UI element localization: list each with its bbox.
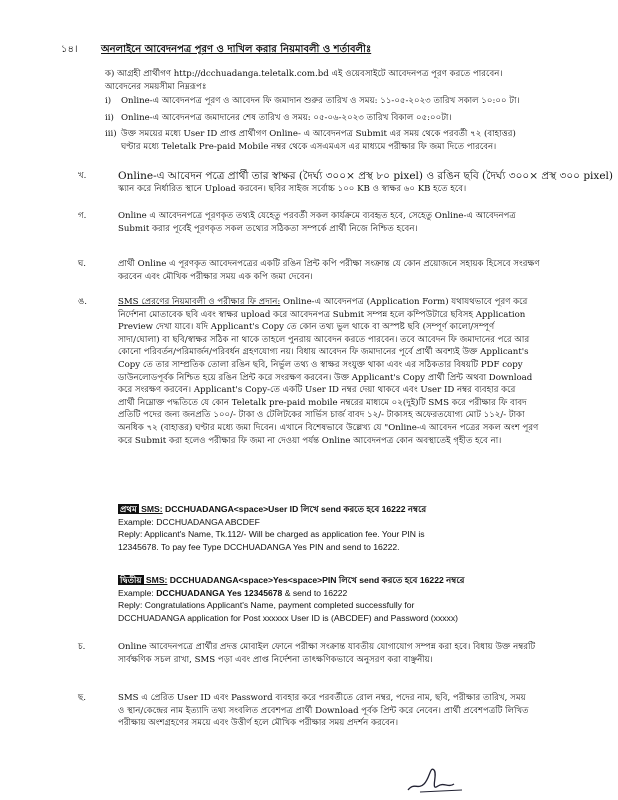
- clause-uma-line-3: Preview দেখা যাবে। যদি Applicant's Copy তে কোন তথ্য ভুল থাকে বা অস্পষ্ট ছবি (সম্পূর্ণ কালো/সম্পূর্ণ: [118, 322, 495, 333]
- sms-second-example-prefix: Example:: [118, 587, 154, 598]
- clause-cha-line-2: সার্বক্ষণিক সচল রাখা, SMS পড়া এবং প্রাপ্ত নির্দেশনা তাৎক্ষণিকভাবে অনুসরণ করা বাঞ্ছনীয়।: [118, 654, 433, 665]
- clause-uma-line-4: সাদা/ঘোলা) বা ছবি/স্বাক্ষর সঠিক না থাকে তাহলে পুনরায় আবেদন করতে পারবেন। তবে আবেদন ফি জমাদানের পরে আর: [118, 334, 530, 345]
- sms-second-example-command: DCCHUADANGA Yes 12345678: [156, 587, 283, 598]
- clause-label: ঘ.: [78, 259, 87, 269]
- clause-uma-line-2: নির্দেশনা মোতাবেক ছবি এবং স্বাক্ষর upload করে আবেদনপত্র Submit সম্পন্ন হলে কম্পিউটারে ছবিসহ Application: [118, 309, 526, 320]
- clause-uma-line-12: করে Submit করা হলেও পরীক্ষার ফি জমা না দেওয়া পর্যন্ত Online আবেদনপত্র কোন অবস্থাতেই গৃহীত হবে না।: [118, 435, 502, 446]
- clause-kha-line-1: Online-এ আবেদন পত্রে প্রার্থী তার স্বাক্ষর (দৈর্ঘ্য ৩০০× প্রস্থ ৮০ pixel) ও রঙিন ছবি (দৈর্ঘ্য ৩০০× প্রস্থ ৩০০ pixel): [118, 170, 613, 182]
- clause-chha-line-3: পরীক্ষায় অংশগ্রহণের সময়ে এবং উত্তীর্ণ হলে মৌখিক পরীক্ষার সময় প্রদর্শন করবেন।: [118, 718, 399, 729]
- sms-first-label-word: প্রথম: [120, 504, 137, 514]
- sms-second-block: [118, 574, 583, 624]
- clause-ka-item-3: [105, 128, 585, 153]
- clause-chha-line-2: ও স্থান/কেন্দ্রের নাম ইত্যাদি তথ্য সংবলিত প্রবেশপত্র প্রার্থী Download পূর্বক প্রিন্ট করে নেবেন। প্রার্থী প্রবেশপত্রটি লিখিত: [118, 705, 529, 716]
- clause-ga-line-1: Online এ আবেদনপত্রে পূরণকৃত তথ্যই যেহেতু পরবর্তী সকল কার্যক্রমে ব্যবহৃত হবে, সেহেতু Online-এ আবেদনপত্র: [118, 211, 516, 221]
- clause-ka-line-1: ক) আগ্রহী প্রার্থীগণ http://dcchuadanga.teletalk.com.bd এই ওয়েবসাইটে আবেদনপত্র পূরণ করতে পারবেন।: [105, 69, 503, 79]
- clause-ka-item-2: [105, 112, 585, 125]
- clause-cha-line-1: Online আবেদনপত্রে প্রার্থীর প্রদত্ত মোবাইল ফোনে পরীক্ষা সংক্রান্ত যাবতীয় যোগাযোগ সম্পন্ন করা হবে। বিধায় উক্ত নম্বরটি: [118, 642, 536, 652]
- sms-second-reply-1: Reply: Congratulations Applicant's Name, payment completed successfully for: [118, 600, 415, 611]
- clause-label: খ.: [78, 171, 87, 181]
- clause-uma-line-6: Copy তে তার সাম্প্রতিক তোলা রঙিন ছবি, নির্ভুল তথ্য ও স্বাক্ষর সংযুক্ত থাকা এবং এর সঠিকতার বিষয়টি PDF copy: [118, 359, 523, 370]
- clause-uma: [78, 296, 583, 447]
- clause-label: গ.: [78, 211, 87, 221]
- sms-first-reply-1: Reply: Applicant's Name, Tk.112/- Will be charged as application fee. Your PIN is: [118, 529, 425, 540]
- clause-label: চ.: [78, 642, 86, 652]
- clause-uma-line-9: প্রার্থী নিম্নোক্ত পদ্ধতিতে যে কোন Teletalk pre-paid mobile নম্বরের মাধ্যমে ০২(দুই)টি SMS করে পরীক্ষার ফি বাবদ: [118, 397, 527, 408]
- sms-second-example-suffix: & send to 16222: [282, 587, 348, 598]
- sms-second-command: DCCHUADANGA<space>Yes<space>PIN লিখে send করতে হবে 16222 নম্বরে: [167, 575, 465, 585]
- clause-uma-line-7: ডাউনলোডপূর্বক নিশ্চিত হয়ে রঙিন প্রিন্ট করে সংরক্ষণ করবেন। উক্ত Applicant's Copy প্রার্থী প্রিন্ট অথবা Download: [118, 372, 533, 383]
- item-number: i): [105, 96, 112, 107]
- item-text: উক্ত সময়ের মধ্যে User ID প্রাপ্ত প্রার্থীগণ Online- এ আবেদনপত্র Submit এর সময় থেকে পরবর্তী ৭২ (বাহাত্তর): [121, 129, 516, 140]
- item-text: Online-এ আবেদনপত্র জমাদানের শেষ তারিখ ও সময়: ০৫-০৬-২০২৩ তারিখ বিকাল ০৫:০০টা।: [121, 112, 452, 123]
- clause-cha: [78, 641, 583, 666]
- clause-kha: [78, 170, 613, 195]
- sms-first-label-suffix: SMS:: [138, 504, 163, 514]
- clause-kha-line-2: স্ক্যান করে নির্ধারিত স্থানে Upload করবেন। ছবির সাইজ সর্বোচ্চ ১০০ KB ও স্বাক্ষর ৬০ KB হতে হবে।: [118, 183, 467, 194]
- section-title: অনলাইনে আবেদনপত্র পূরণ ও দাখিল করার নিয়মাবলী ও শর্তাবলীঃ: [101, 44, 372, 55]
- clause-label: ঙ.: [78, 297, 88, 307]
- sms-first-block: [118, 503, 583, 553]
- item-text-continued: ঘণ্টার মধ্যে Teletalk Pre-paid Mobile নম্বর থেকে এসএমএস এর মাধ্যমে পরীক্ষার ফি জমা দিতে পারবেন।: [121, 141, 497, 152]
- clause-chha: [78, 692, 583, 730]
- item-number: ii): [105, 112, 114, 123]
- clause-ga-line-2: Submit করার পূর্বেই পূরণকৃত সকল তথ্যের সঠিকতা সম্পর্কে প্রার্থী নিজে নিশ্চিত হবেন।: [118, 223, 418, 234]
- sms-second-label-suffix: SMS:: [143, 575, 168, 585]
- item-text: Online-এ আবেদনপত্র পূরণ ও আবেদন ফি জমাদান শুরুর তারিখ ও সময়: ১১-০৫-২০২৩ তারিখ সকাল ১০:০০ টা।: [121, 96, 520, 107]
- clause-ka: [105, 68, 585, 154]
- clause-uma-first-line: Online-এ আবেদনপত্র (Application Form) যথাযথভাবে পূরণ করে: [280, 297, 528, 307]
- clause-uma-heading: SMS প্রেরণের নিয়মাবলী ও পরীক্ষার ফি প্রদান:: [118, 297, 281, 307]
- clause-uma-line-8: করে সংরক্ষণ করবেন। Applicant's Copy-তে একটি User ID নম্বর দেয়া থাকবে এবং User ID নম্বর ব্যবহার করে: [118, 385, 516, 396]
- sms-first-command: DCCHUADANGA<space>User ID লিখে send করতে হবে 16222 নম্বরে: [162, 504, 427, 514]
- clause-label: ছ.: [78, 693, 86, 703]
- section-number: ১৪।: [61, 44, 78, 55]
- clause-chha-line-1: SMS এ প্রেরিত User ID এবং Password ব্যবহার করে পরবর্তীতে রোল নম্বর, পদের নাম, ছবি, পরীক্ষার তারিখ, সময়: [118, 693, 526, 703]
- clause-gha-line-2: করবেন এবং মৌখিক পরীক্ষার সময় এক কপি জমা দেবেন।: [118, 271, 313, 282]
- item-number: iii): [105, 129, 117, 140]
- sms-second-label-word: দ্বিতীয়: [120, 575, 142, 585]
- sms-second-reply-2: DCCHUADANGA application for Post xxxxxx User ID is (ABCDEF) and Password (xxxxx): [118, 612, 459, 623]
- clause-uma-line-10: প্রতিটি পদের জন্য জনপ্রতি ১০০/- টাকা ও টেলিটকের সার্ভিস চার্জ বাবদ ১২/- টাকাসহ অফেরতযোগ্য মোট ১১২/- টাকা: [118, 410, 525, 421]
- clause-gha-line-1: প্রার্থী Online এ পূরণকৃত আবেদনপত্রের একটি রঙিন প্রিন্ট কপি পরীক্ষা সংক্রান্ত যে কোন প্রয়োজনে সহায়ক হিসেবে সংরক্ষণ: [118, 259, 540, 269]
- sms-first-reply-2: 12345678. To pay fee Type DCCHUADANGA Yes PIN and send to 16222.: [118, 541, 400, 552]
- sms-first-example: Example: DCCHUADANGA ABCDEF: [118, 516, 260, 527]
- sms-first-label: [118, 504, 163, 514]
- clause-ka-item-1: [105, 95, 585, 108]
- sms-second-label: [118, 575, 167, 585]
- clause-uma-line-11: অনধিক ৭২ (বাহাত্তর) ঘণ্টার মধ্যে জমা দিবেন। এখানে বিশেষভাবে উল্লেখ্য যে "Online-এ আবেদন পত্রের সকল অংশ পূরণ: [118, 422, 539, 433]
- clause-ka-line-2: আবেদনের সময়সীমা নিম্নরূপঃ: [105, 81, 207, 92]
- clause-gha: [78, 258, 583, 283]
- signature-icon: [400, 760, 470, 796]
- clause-uma-line-5: কোনো পরিবর্তন/পরিমার্জন/পরিবর্ধন গ্রহণযোগ্য নয়। বিধায় আবেদন ফি জমাদানের পূর্বে প্রার্থী অবশ্যই উক্ত Applicant's: [118, 347, 529, 358]
- clause-ga: [78, 210, 583, 235]
